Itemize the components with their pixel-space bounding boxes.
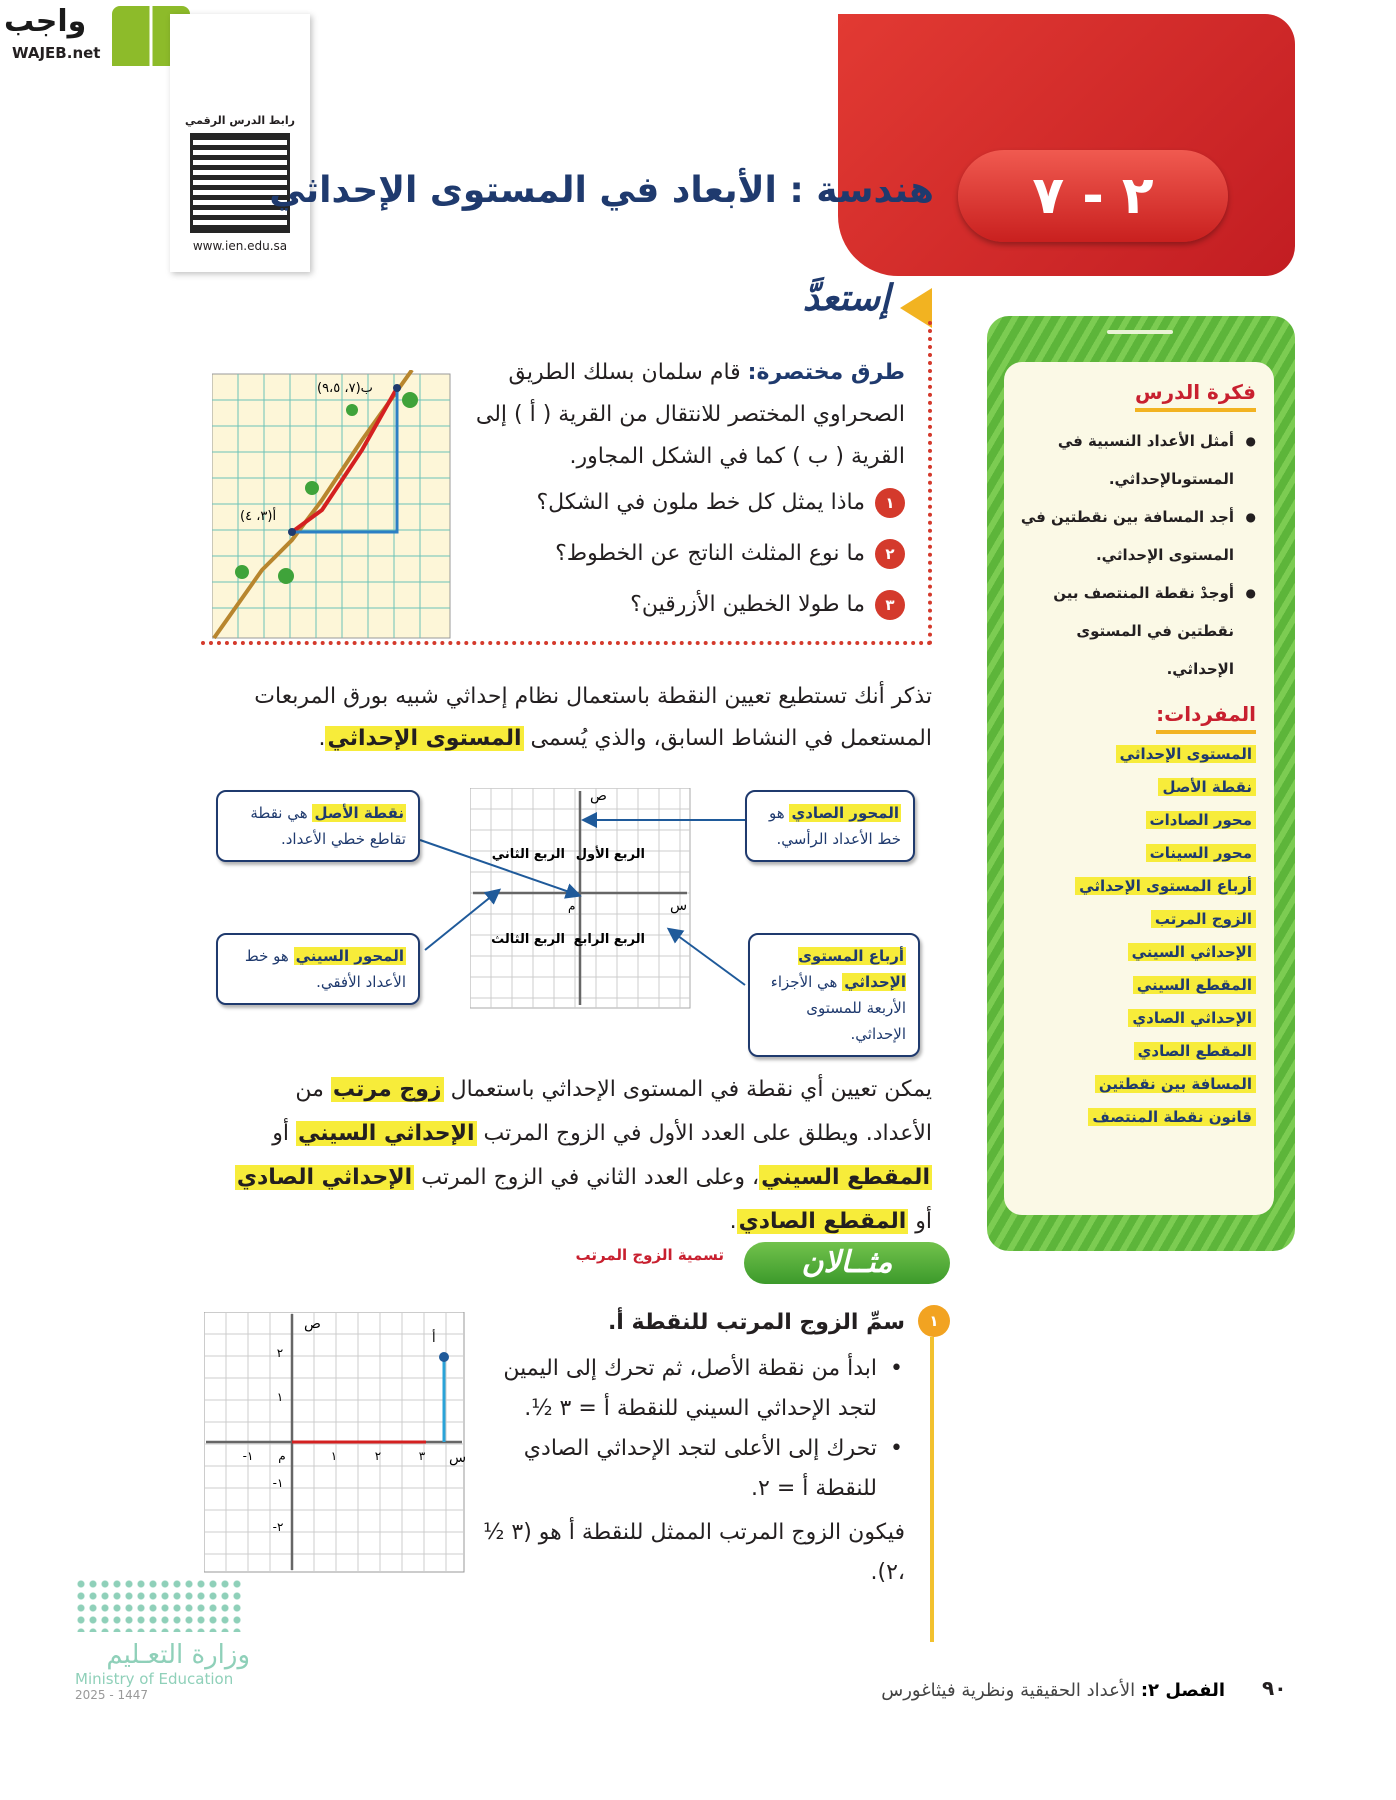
point-a-label: أ(٣، ٤) [240,509,277,524]
vocab-item[interactable]: الإحداثي الصادي [1128,1009,1256,1027]
question-text: ما نوع المثلث الناتج عن الخطوط؟ [555,541,865,566]
y-axis-label: ص [590,788,607,804]
road-map-figure [212,370,452,640]
idea-item: ● أمثل الأعداد النسبية في المستوىالإحداثي. [1014,422,1256,498]
ministry-dots-icon [75,1578,245,1632]
question-number: ٣ [875,590,905,620]
qr-card [170,14,310,272]
example-number: ١ [918,1305,950,1337]
question-text: ما طولا الخطين الأزرقين؟ [630,592,865,617]
chapter-title: الفصل ٢: الأعداد الحقيقية ونظرية فيثاغورس [881,1680,1225,1701]
example-1-body [480,1303,905,1593]
quadrant-4-label: الربع الرابع [573,932,645,947]
example-prompt: سمِّ الزوج المرتب للنقطة أ. [607,1310,905,1335]
y-tick: -٢ [272,1520,284,1534]
examples-subtitle: تسمية الزوج المرتب [575,1246,724,1264]
questions [500,477,905,630]
vocab-item[interactable]: المقطع السيني [1133,976,1256,994]
lesson-idea-title: فكرة الدرس [1135,380,1256,412]
y-tick: ١ [276,1390,284,1404]
logo-en: WAJEB.net [12,44,101,62]
page-title: هندسة : الأبعاد في المستوى الإحداثي [269,170,934,211]
x-axis-label: س [449,1450,466,1466]
vocab-item[interactable]: الزوج المرتب [1151,910,1256,928]
quadrant-3-label: الربع الثالث [491,932,565,947]
ordered-pair-paragraph: يمكن تعيين أي نقطة في المستوى الإحداثي باستعمال زوج مرتب من الأعداد. ويطلق على العدد الأول في الزوج المرتب الإحداثي السيني أو المقطع السيني، وعلى العدد الثاني في الزوج المرتب الإحداثي الصادي أو المقطع الصادي. [236,1077,932,1234]
x-tick: م [278,1449,286,1463]
callout-y-axis: المحور الصادي هو خط الأعداد الرأسي. [745,790,915,862]
qr-url[interactable]: www.ien.edu.sa [192,239,288,253]
page-number: ٩٠ [1262,1676,1287,1700]
question-text: ماذا يمثل كل خط ملون في الشكل؟ [536,490,865,515]
intro-paragraph: تذكر أنك تستطيع تعيين النقطة باستعمال نظام إحداثي شبيه بورق المربعات المستعمل في النشاط السابق، والذي يُسمى المستوى الإحداثي. [254,684,932,751]
idea-item: ● أوجدْ نقطة المنتصف بين نقطتين في المستوى الإحداثي. [1014,574,1256,688]
vocab-item[interactable]: المستوى الإحداثي [1116,745,1256,763]
callout-quadrants: أرباع المستوى الإحداثي هي الأجزاء الأربعة للمستوى الإحداثي. [748,933,920,1057]
qr-caption: رابط الدرس الرقمي [185,114,295,127]
vocab-item[interactable]: المقطع الصادي [1134,1042,1256,1060]
y-tick: -١ [272,1476,284,1490]
callout-origin: نقطة الأصل هي نقطة تقاطع خطي الأعداد. [216,790,420,862]
quadrant-1-label: الربع الأول [575,847,645,862]
example-step: • تحرك إلى الأعلى لتجد الإحداثي الصادي للنقطة أ = ٢. [523,1436,903,1501]
x-tick: -١ [242,1449,254,1463]
example-graph [204,1312,466,1574]
vocab-item[interactable]: محور السينات [1146,844,1256,862]
point-a [439,1352,449,1362]
vocab-item[interactable]: نقطة الأصل [1158,778,1256,796]
examples-badge: مثــالان [744,1242,950,1284]
vocab-item[interactable]: محور الصادات [1146,811,1256,829]
y-tick: ٢ [276,1346,284,1360]
story-text: طرق مختصرة: قام سلمان بسلك الطريق الصحراوي المختصر للانتقال من القرية ( أ ) إلى القرية ( ب ) كما في الشكل المجاور. [475,360,905,469]
point-b-label: ب(٧، ٩،٥) [317,381,373,396]
x-axis-label: س [670,898,688,914]
sidebar-panel [1004,362,1274,1215]
vocab-item[interactable]: المسافة بين نقطتين [1095,1075,1256,1093]
vocab-item[interactable]: الإحداثي السيني [1128,943,1256,961]
logo-ar: واجب [4,4,87,39]
ministry-logo: وزارة التعـليم Ministry of Education 2025 - 1447 [75,1578,250,1702]
x-tick: ٣ [418,1449,426,1463]
wajeb-logo [4,4,190,68]
example-result: فيكون الزوج المرتب الممثل للنقطة أ هو (٣ ½ ،٢). [483,1520,905,1585]
example-rule [930,1337,934,1642]
vocab-item[interactable]: قانون نقطة المنتصف [1088,1108,1256,1126]
y-axis-label: ص [304,1316,321,1332]
origin-label: م [568,899,576,913]
example-step: • ابدأ من نقطة الأصل، ثم تحرك إلى اليمين لتجد الإحداثي السيني للنقطة أ = ٣ ½. [503,1356,903,1421]
question-number: ١ [875,488,905,518]
vocab-title: المفردات: [1156,702,1256,734]
x-tick: ١ [330,1449,338,1463]
lesson-number: ٢ - ٧ [958,150,1228,242]
x-tick: ٢ [374,1449,382,1463]
callout-x-axis: المحور السيني هو خط الأعداد الأفقي. [216,933,420,1005]
ready-heading: إستعدَّ [802,278,890,319]
vocab-item[interactable]: أرباع المستوى الإحداثي [1075,877,1256,895]
point-a-label: أ [432,1331,436,1346]
idea-item: ● أجد المسافة بين نقطتين في المستوى الإحداثي. [1014,498,1256,574]
quadrant-2-label: الربع الثاني [491,847,565,862]
question-number: ٢ [875,539,905,569]
term-highlight: المستوى الإحداثي [327,726,522,751]
